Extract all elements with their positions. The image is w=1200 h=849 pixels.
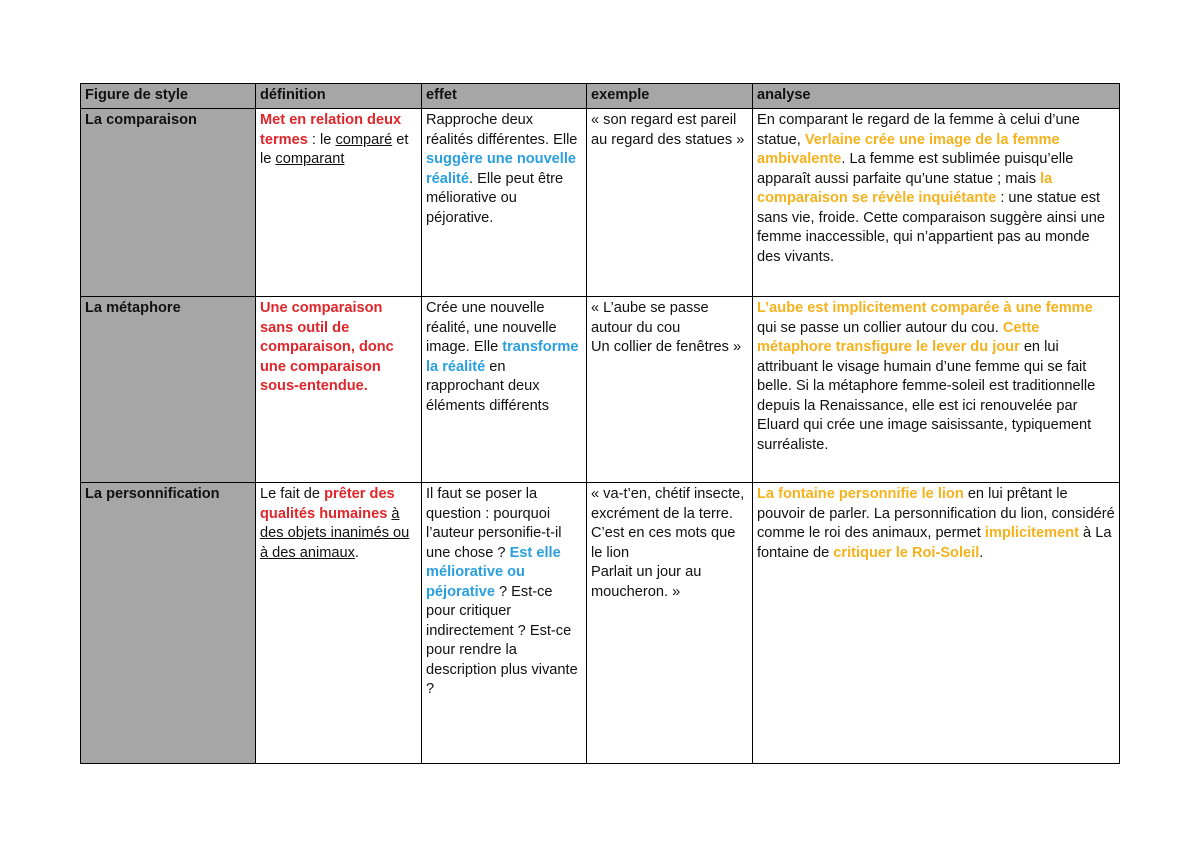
text-run: Il faut se poser la question : pourquoi l’auteur personifie-t-il une chose ? [426, 486, 562, 561]
exemple-cell [587, 297, 753, 483]
figure-name: La métaphore [81, 297, 256, 483]
header-effet: effet [422, 84, 587, 109]
definition-cell [256, 483, 422, 764]
emphasis-blue: transforme la réalité [426, 339, 579, 375]
text-run: : une statue est sans vie, froide. Cette comparaison suggère ainsi une femme inaccessible, qui n’appartient pas au monde des vivants. [757, 190, 1106, 265]
example-line: « L’aube se passe autour du cou [591, 300, 709, 336]
text-run: Le fait de [260, 486, 325, 502]
emphasis-blue: Est elle méliorative ou péjorative [426, 544, 561, 600]
header-definition: définition [256, 84, 422, 109]
exemple-cell: « son regard est pareil au regard des statues » [587, 109, 753, 297]
emphasis-red: Met en relation deux termes [260, 112, 402, 148]
text-run: à La fontaine de [757, 525, 1112, 561]
emphasis-blue: suggère une nouvelle réalité [426, 151, 577, 187]
underlined-term: comparant [275, 151, 345, 167]
effet-cell [422, 109, 587, 297]
exemple-cell [587, 483, 753, 764]
header-analyse: analyse [753, 84, 1120, 109]
table-row-personnification [81, 483, 1120, 764]
figure-name: La comparaison [81, 109, 256, 297]
emphasis-gold: la comparaison se révèle inquiétante [757, 170, 1053, 206]
emphasis-gold: Verlaine crée une image de la femme ambivalente [757, 131, 1060, 167]
text-run: Rapproche deux réalités différentes. Elle [426, 112, 578, 148]
header-exemple: exemple [587, 84, 753, 109]
example-line: « va-t’en, chétif insecte, excrément de la terre. [591, 486, 745, 522]
header-figure-de-style: Figure de style [81, 84, 256, 109]
emphasis-gold: La fontaine personnifie le lion [757, 486, 964, 502]
figure-name: La personnification [81, 483, 256, 764]
effet-cell [422, 297, 587, 483]
text-run: qui se passe un collier autour du cou. [757, 319, 1003, 336]
emphasis-red: Une comparaison sans outil de comparaison, donc une comparaison sous-entendue. [260, 300, 394, 394]
definition-cell [256, 297, 422, 483]
analyse-cell [753, 109, 1120, 297]
table-row-comparaison [81, 109, 1120, 297]
definition-cell [256, 109, 422, 297]
example-line: C’est en ces mots que le lion [591, 525, 736, 561]
text-run: . [979, 544, 984, 561]
analyse-cell [753, 483, 1120, 764]
text-run: . [354, 544, 359, 561]
underlined-term: comparé [335, 131, 393, 148]
text-run: : le [307, 131, 336, 148]
text-run: en lui attribuant le visage humain d’une femme qui se fait belle. Si la métaphore femme-soleil est traditionnelle depuis la Renaissance, elle est ici renouvelée par Eluard qui crée une image saisissante, typiquement surréaliste. [757, 339, 1096, 453]
text-run: en lui prêtant le pouvoir de parler. La personnification du lion, considéré comme le roi des animaux, permet [757, 486, 1115, 541]
emphasis-red: prêter des qualités humaines [260, 486, 395, 522]
text-run: ? Est-ce pour critiquer indirectement ? Est-ce pour rendre la description plus vivante ? [426, 583, 578, 697]
example-line: Parlait un jour au moucheron. » [591, 564, 702, 600]
figures-of-speech-table [80, 83, 1120, 764]
underlined-term: à des objets inanimés ou à des animaux [260, 505, 410, 561]
text-run: . La femme est sublimée puisqu’elle apparaît aussi parfaite qu’une statue ; mais [757, 151, 1074, 187]
emphasis-gold: critiquer le Roi-Soleil [833, 544, 980, 561]
emphasis-gold: Cette métaphore transfigure le lever du jour [757, 319, 1040, 355]
analyse-cell [753, 297, 1120, 483]
text-run: en rapprochant deux éléments différents [426, 358, 550, 414]
emphasis-gold: L’aube est implicitement comparée à une femme [757, 300, 1093, 316]
effet-cell [422, 483, 587, 764]
text-run: et le [260, 131, 409, 167]
emphasis-gold: implicitement [984, 525, 1079, 541]
text-run: Crée une nouvelle réalité, une nouvelle image. Elle [426, 300, 557, 355]
example-line: Un collier de fenêtres » [591, 339, 742, 355]
text-run: . Elle peut être méliorative ou péjorative. [426, 170, 564, 226]
text-run: En comparant le regard de la femme à celui d’une statue, [757, 112, 1080, 148]
header-row [81, 84, 1120, 109]
table-row-metaphore [81, 297, 1120, 483]
